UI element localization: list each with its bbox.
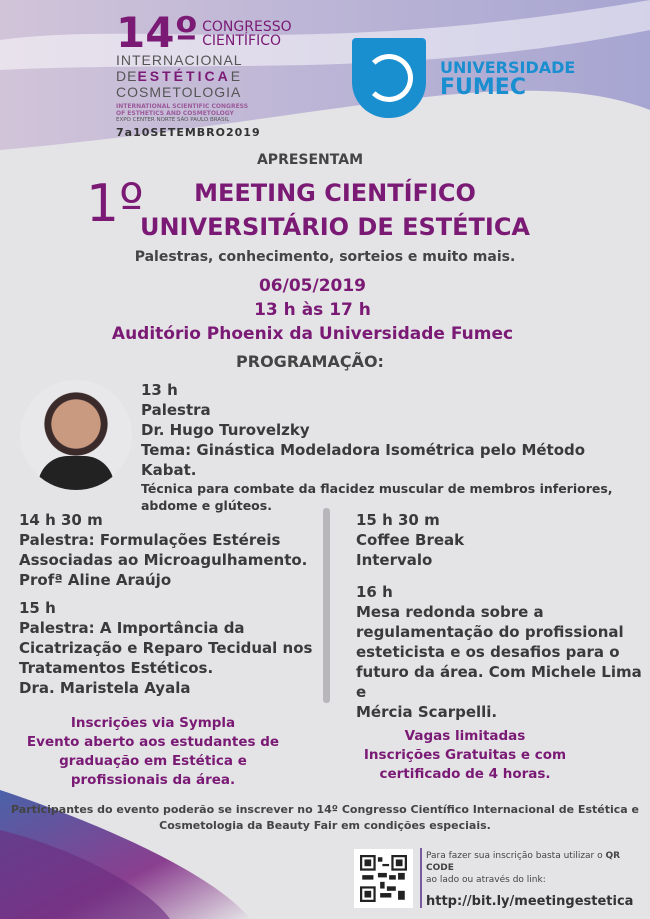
logo-line: CONGRESSO	[202, 19, 292, 35]
session-text: futuro da área. Com Michele Lima e	[356, 663, 642, 701]
registration-info: Inscrições via Sympla	[70, 715, 236, 731]
fumec-shield-icon	[352, 38, 426, 118]
logo-line: CIENTÍFICO	[202, 33, 282, 49]
vacancy-info: Inscrições Gratuitas e com	[363, 747, 567, 763]
registration-info: graduação em Estética e	[59, 753, 247, 769]
event-title: UNIVERSITÁRIO DE ESTÉTICA	[139, 213, 531, 241]
session-text: Palestra: A Importância da	[19, 619, 245, 637]
logo-line: EXPO CENTER NORTE SÃO PAULO BRASIL	[116, 117, 230, 123]
fumec-logo	[352, 38, 575, 118]
qr-divider	[420, 848, 422, 908]
registration-info: profissionais da área.	[70, 772, 236, 788]
logo-line: INTERNACIONAL	[116, 52, 243, 68]
session-text: Dra. Maristela Ayala	[19, 679, 191, 697]
university-name: FUMEC	[440, 74, 526, 100]
logo-dates: 7a10SETEMBRO2019	[116, 126, 261, 139]
qr-code-icon[interactable]	[354, 849, 413, 908]
logo-line: OF ESTHETICS AND COSMETOLOGY	[116, 110, 234, 117]
tagline: Palestras, conhecimento, sorteios e muito mais.	[134, 249, 516, 265]
session-text: Mércia Scarpelli.	[356, 703, 498, 721]
event-date: 06/05/2019	[258, 276, 367, 296]
talk-detail: Técnica para combate da flacidez muscular de membros inferiores, abdome e glúteos.	[141, 481, 613, 513]
qr-instructions	[426, 850, 650, 874]
talk-speaker: Dr. Hugo Turovelzky	[141, 421, 310, 439]
qr-text: Para fazer sua inscrição basta utilizar o	[426, 851, 603, 861]
vacancy-info: certificado de 4 horas.	[379, 766, 551, 782]
session-text: Tratamentos Estéticos.	[19, 659, 214, 677]
session-text: Profª Aline Araújo	[19, 571, 172, 589]
speaker-photo	[20, 380, 132, 490]
logo-line: INTERNATIONAL SCIENTIFIC CONGRESS	[116, 103, 249, 110]
vacancy-info: Vagas limitadas	[404, 728, 526, 744]
session-time: 16 h	[356, 583, 393, 601]
program-heading: PROGRAMAÇÃO:	[236, 352, 384, 371]
event-title: MEETING CIENTÍFICO	[194, 179, 476, 207]
session-text: Palestra: Formulações Estéreis	[19, 531, 281, 549]
talk-type: Palestra	[141, 401, 211, 419]
session-time: 15 h	[19, 599, 56, 617]
ordinal: 1º	[86, 174, 144, 234]
session-text: esteticista e os desafios para o	[356, 643, 620, 661]
session-text: Mesa redonda sobre a	[356, 603, 544, 621]
congress-logo	[116, 8, 292, 139]
session-text: regulamentação do profissional	[356, 623, 624, 641]
university-name: UNIVERSIDADE	[440, 57, 576, 77]
talk-time: 13 h	[141, 381, 178, 399]
session-text: Coffee Break	[356, 531, 465, 549]
event-venue: Auditório Phoenix da Universidade Fumec	[111, 324, 514, 344]
column-divider	[323, 508, 330, 703]
footer-text: Participantes do evento poderão se inscrever no 14º Congresso Científico Internacional de Estética e	[11, 803, 639, 816]
logo-number: 14º	[116, 8, 199, 57]
session-time: 14 h 30 m	[19, 511, 103, 529]
presents-label: APRESENTAM	[256, 152, 364, 168]
footer-text: Cosmetologia da Beauty Fair em condições especiais.	[159, 819, 491, 832]
qr-text: QR CODE	[426, 851, 621, 873]
logo-line: COSMETOLOGIA	[116, 84, 242, 100]
logo-line: E	[230, 68, 242, 84]
qr-text: ao lado ou através do link:	[426, 875, 546, 885]
session-time: 15 h 30 m	[356, 511, 440, 529]
talk-theme: Tema: Ginástica Modeladora Isométrica pelo Método Kabat.	[141, 441, 586, 479]
session-text: Intervalo	[356, 551, 433, 569]
session-text: Cicatrização e Reparo Tecidual nos	[19, 639, 313, 657]
registration-info: Evento aberto aos estudantes de	[26, 734, 280, 750]
session-text: Associadas ao Microagulhamento.	[19, 551, 308, 569]
logo-line: ESTÉTICA	[137, 68, 231, 84]
event-time: 13 h às 17 h	[254, 300, 371, 320]
registration-link[interactable]: http://bit.ly/meetingestetica	[426, 894, 634, 909]
logo-line: DE	[116, 68, 138, 84]
